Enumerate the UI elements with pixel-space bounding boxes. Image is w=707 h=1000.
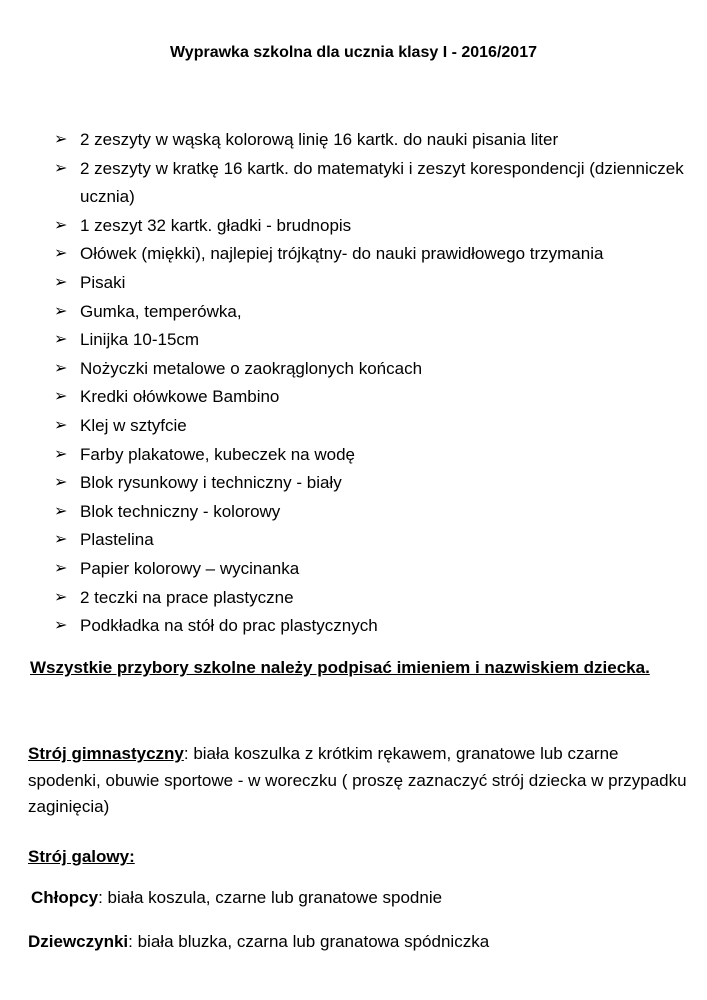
document-title: Wyprawka szkolna dla ucznia klasy I - 2016/2017 bbox=[169, 44, 537, 61]
gala-outfit-heading bbox=[28, 844, 688, 871]
gym-outfit-label: Strój gimnastyczny bbox=[28, 744, 184, 763]
arrow-bullet-icon: ➢ bbox=[54, 617, 68, 635]
arrow-bullet-icon: ➢ bbox=[54, 588, 68, 606]
gym-outfit-text: : biała koszulka z krótkim rękawem, granatowe lub czarne spodenki, obuwie sportowe - w woreczku ( proszę zaznaczyć strój dziecka w przypadku zaginięcia) bbox=[28, 744, 687, 816]
gym-outfit-paragraph bbox=[28, 741, 688, 821]
arrow-bullet-icon: ➢ bbox=[54, 559, 68, 577]
supply-item-text: Podkładka na stół do prac plastycznych bbox=[80, 616, 378, 636]
supply-item bbox=[54, 155, 694, 212]
arrow-bullet-icon: ➢ bbox=[54, 331, 68, 349]
supply-item-text: Blok techniczny - kolorowy bbox=[80, 501, 281, 521]
supply-item-text: Linijka 10-15cm bbox=[80, 330, 200, 350]
arrow-bullet-icon: ➢ bbox=[54, 159, 68, 177]
signing-notice-text: Wszystkie przybory szkolne należy podpisać imieniem i nazwiskiem dziecka. bbox=[30, 658, 650, 677]
signing-notice bbox=[30, 655, 690, 681]
supply-item bbox=[54, 612, 694, 641]
arrow-bullet-icon: ➢ bbox=[54, 216, 68, 234]
supply-item-text: Blok rysunkowy i techniczny - biały bbox=[80, 473, 342, 493]
supply-item bbox=[54, 212, 694, 241]
arrow-bullet-icon: ➢ bbox=[54, 531, 68, 549]
supply-item bbox=[54, 584, 694, 613]
supply-item bbox=[54, 355, 694, 384]
arrow-bullet-icon: ➢ bbox=[54, 245, 68, 263]
boys-outfit-text: : biała koszula, czarne lub granatowe spodnie bbox=[98, 888, 443, 907]
arrow-bullet-icon: ➢ bbox=[54, 474, 68, 492]
supply-item bbox=[54, 412, 694, 441]
supply-item bbox=[54, 383, 694, 412]
supply-item bbox=[54, 555, 694, 584]
supply-item bbox=[54, 441, 694, 470]
supply-item bbox=[54, 298, 694, 327]
supply-item-text: 2 teczki na prace plastyczne bbox=[80, 587, 294, 607]
arrow-bullet-icon: ➢ bbox=[54, 388, 68, 406]
supply-item bbox=[54, 526, 694, 555]
arrow-bullet-icon: ➢ bbox=[54, 273, 68, 291]
arrow-bullet-icon: ➢ bbox=[54, 445, 68, 463]
supplies-list bbox=[54, 126, 694, 641]
arrow-bullet-icon: ➢ bbox=[54, 302, 68, 320]
supply-item bbox=[54, 326, 694, 355]
supply-item-text: Gumka, temperówka, bbox=[80, 301, 242, 321]
supply-item bbox=[54, 469, 694, 498]
girls-outfit-text: : biała bluzka, czarna lub granatowa spódniczka bbox=[128, 932, 490, 951]
arrow-bullet-icon: ➢ bbox=[54, 131, 68, 148]
arrow-bullet-icon: ➢ bbox=[54, 416, 68, 434]
girls-outfit-paragraph bbox=[28, 929, 688, 956]
arrow-bullet-icon: ➢ bbox=[54, 502, 68, 520]
supply-item-text: 1 zeszyt 32 kartk. gładki - brudnopis bbox=[80, 215, 352, 235]
supply-item-text: 2 zeszyty w kratkę 16 kartk. do matematyki i zeszyt korespondencji (dzienniczek ucznia) bbox=[80, 158, 684, 207]
supply-item bbox=[54, 240, 694, 269]
supply-item-text: Nożyczki metalowe o zaokrąglonych końcach bbox=[80, 358, 423, 378]
supply-item-text: Farby plakatowe, kubeczek na wodę bbox=[80, 444, 355, 464]
arrow-bullet-icon: ➢ bbox=[54, 359, 68, 377]
supply-item-text: Papier kolorowy – wycinanka bbox=[80, 558, 300, 578]
girls-outfit-label: Dziewczynki bbox=[28, 932, 129, 951]
supply-item-text: Klej w sztyfcie bbox=[80, 415, 187, 435]
boys-outfit-label: Chłopcy bbox=[31, 888, 99, 907]
supply-item bbox=[54, 498, 694, 527]
supply-item-text: Kredki ołówkowe Bambino bbox=[80, 387, 280, 407]
gala-outfit-label: Strój galowy: bbox=[28, 847, 135, 866]
supply-item-text: Ołówek (miękki), najlepiej trójkątny- do nauki prawidłowego trzymania bbox=[80, 244, 604, 264]
supply-item-text: 2 zeszyty w wąską kolorową linię 16 kartk. do nauki pisania liter bbox=[80, 130, 559, 149]
supply-item-text: Plastelina bbox=[80, 530, 154, 550]
boys-outfit-paragraph bbox=[31, 885, 691, 912]
supply-item bbox=[54, 269, 694, 298]
supply-item-text: Pisaki bbox=[80, 272, 126, 292]
supply-item bbox=[54, 126, 694, 155]
